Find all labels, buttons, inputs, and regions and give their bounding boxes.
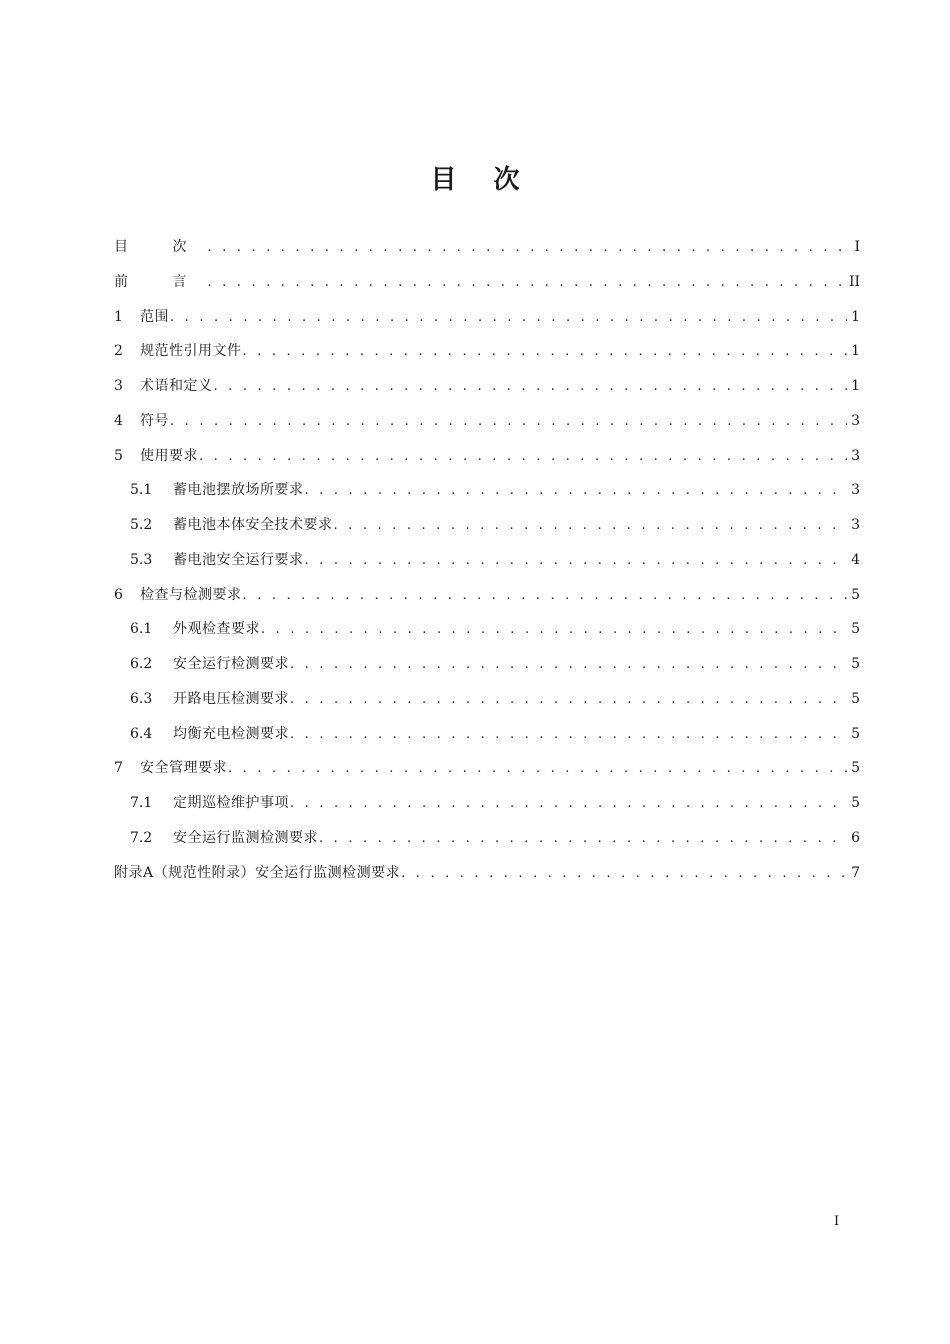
toc-entry-page: 6	[851, 829, 860, 846]
toc-entry-number: 5	[114, 447, 123, 464]
toc-entry-5-1[interactable]	[114, 473, 860, 508]
toc-entry-title: 蓄电池摆放场所要求	[173, 482, 304, 499]
toc-entry-6-4[interactable]	[114, 717, 860, 752]
toc-entry-number: 6.3	[130, 690, 153, 707]
toc-entry-page: 5	[851, 586, 860, 603]
toc-entry-title: 检查与检测要求	[140, 586, 242, 603]
toc-entry-number: 2	[114, 343, 123, 360]
toc-entry-page: 7	[851, 864, 860, 881]
toc-entry-number: 4	[114, 412, 123, 429]
page-number: I	[834, 1214, 840, 1229]
toc-dot-leader	[243, 579, 848, 614]
toc-entry-title: 均衡充电检测要求	[173, 725, 289, 742]
toc-dot-leader	[207, 231, 850, 266]
toc-entry-2[interactable]	[114, 334, 860, 369]
toc-entry-page: 1	[851, 378, 860, 394]
toc-entry-title: 外观检查要求	[173, 621, 260, 638]
toc-entry-page: I	[854, 239, 860, 255]
toc-dot-leader	[305, 544, 848, 579]
toc-entry-number: 5.1	[130, 482, 153, 499]
toc-entry-page: 3	[851, 412, 860, 429]
toc-entry-title: 规范性引用文件	[140, 343, 242, 360]
toc-dot-leader	[305, 474, 848, 509]
toc-dot-leader	[214, 370, 848, 405]
toc-entry-6[interactable]	[114, 578, 860, 613]
toc-dot-leader	[170, 301, 847, 336]
toc-entry-title: 安全运行监测检测要求	[173, 829, 318, 846]
toc-dot-leader	[319, 822, 847, 857]
toc-entry-1[interactable]	[114, 300, 860, 335]
toc-dot-leader	[290, 683, 847, 718]
toc-entry-number: 7	[114, 760, 123, 777]
toc-entry-page: 5	[851, 656, 860, 672]
toc-dot-leader	[261, 613, 847, 648]
toc-entry-number: 6	[114, 586, 123, 603]
toc-entry-title: 术语和定义	[140, 378, 213, 394]
toc-entry-title: 开路电压检测要求	[173, 690, 289, 707]
toc-entry-6-2[interactable]	[114, 647, 860, 682]
toc-entry-title: 附录A（规范性附录）安全运行监测检测要求	[114, 864, 401, 881]
toc-dot-leader	[290, 648, 847, 683]
toc-entry-page: 1	[851, 343, 860, 360]
toc-entry-title: 定期巡检维护事项	[173, 795, 289, 811]
toc-dot-leader	[290, 718, 847, 753]
toc-entry-number: 7.2	[130, 829, 153, 846]
toc-dot-leader	[334, 509, 848, 544]
toc-entry-foreword[interactable]	[114, 265, 860, 300]
toc-dot-leader	[290, 787, 847, 822]
toc-entry-page: 3	[851, 447, 860, 464]
toc-entry-number: 1	[114, 308, 123, 325]
toc-entry-3[interactable]	[114, 369, 860, 404]
toc-entry-title: 使用要求	[140, 447, 198, 464]
toc-entry-number: 7.1	[130, 795, 153, 811]
toc-dot-leader	[170, 405, 847, 440]
toc-entry-contents[interactable]	[114, 230, 860, 265]
toc-dot-leader	[199, 440, 847, 475]
toc-dot-leader	[207, 266, 844, 301]
toc-entry-page: 5	[851, 621, 860, 638]
toc-entry-title: 蓄电池本体安全技术要求	[173, 517, 333, 533]
toc-entry-page: 5	[851, 725, 860, 742]
toc-entry-number: 5.3	[130, 551, 153, 568]
toc-entry-number: 6.1	[130, 621, 153, 638]
toc-entry-number: 6.2	[130, 656, 153, 672]
toc-entry-appendix-a[interactable]	[114, 856, 860, 891]
toc-entry-7-2[interactable]	[114, 821, 860, 856]
toc-entry-page: 5	[851, 690, 860, 707]
toc-entry-4[interactable]	[114, 404, 860, 439]
toc-entry-5-2[interactable]	[114, 508, 860, 543]
toc-entry-number: 3	[114, 378, 123, 394]
toc-entry-number: 6.4	[130, 725, 153, 742]
toc-entry-title: 蓄电池安全运行要求	[173, 551, 304, 568]
toc-entry-7[interactable]	[114, 751, 860, 786]
toc-entry-number: 5.2	[130, 517, 153, 533]
toc-entry-page: 3	[851, 482, 860, 499]
toc-entry-title: 目 次	[114, 239, 207, 255]
toc-entry-5-3[interactable]	[114, 543, 860, 578]
toc-entry-title: 符号	[140, 412, 169, 429]
toc-entry-page: II	[848, 273, 860, 290]
page-title: 目 次	[430, 165, 534, 195]
toc-dot-leader	[228, 752, 847, 787]
toc-entry-6-3[interactable]	[114, 682, 860, 717]
toc-dot-leader	[401, 857, 847, 892]
toc-entry-title: 安全运行检测要求	[173, 656, 289, 672]
toc-entry-title: 安全管理要求	[140, 760, 227, 777]
toc-entry-page: 4	[851, 551, 860, 568]
toc-entry-page: 5	[851, 795, 860, 811]
table-of-contents	[114, 230, 860, 890]
toc-dot-leader	[243, 335, 848, 370]
toc-entry-5[interactable]	[114, 439, 860, 474]
toc-entry-title: 前 言	[114, 273, 207, 290]
toc-entry-page: 3	[851, 517, 860, 533]
toc-entry-page: 1	[851, 308, 860, 325]
toc-entry-7-1[interactable]	[114, 786, 860, 821]
toc-entry-6-1[interactable]	[114, 612, 860, 647]
toc-entry-page: 5	[851, 760, 860, 777]
toc-entry-title: 范围	[140, 308, 169, 325]
